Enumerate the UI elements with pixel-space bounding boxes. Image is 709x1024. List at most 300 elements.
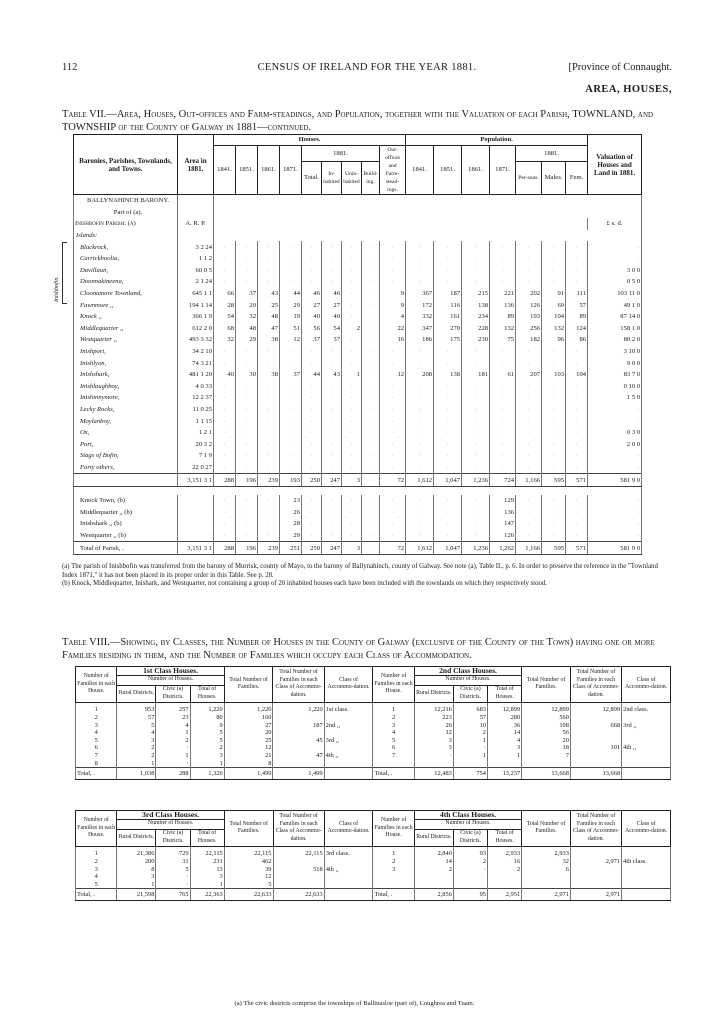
cell-h71: · <box>280 357 302 369</box>
cell-inh: · <box>322 276 342 288</box>
cell-p71: 136 <box>490 299 516 311</box>
cell-cl <box>622 881 671 889</box>
cell-p61: 215 <box>462 288 490 300</box>
cell-val: 80 2 0 <box>588 334 642 346</box>
cell-n: 3 <box>76 866 117 874</box>
cell-f: · <box>566 495 588 507</box>
cell-fc: 1,220 <box>273 702 324 714</box>
col-num-houses: Number of Houses. <box>117 675 224 685</box>
cell-fc <box>570 881 621 889</box>
cell-h41: · <box>214 392 236 404</box>
cell-h41: 288 <box>214 474 236 487</box>
cell-unin: · <box>342 438 362 450</box>
cell-tot: · <box>302 346 322 358</box>
cell-out: · <box>380 462 406 474</box>
col-families-class: Total Number of Families in each Class of Accommo-dation. <box>273 811 324 847</box>
cell-bld: · <box>362 506 380 518</box>
cell-p61: 1,236 <box>462 542 490 555</box>
cell-c <box>453 873 487 881</box>
cell-inh: · <box>322 253 342 265</box>
cell-r: 57 <box>117 714 156 722</box>
cell-n: 6 <box>373 744 414 752</box>
cell-bld: · <box>362 369 380 381</box>
table-row <box>76 866 671 874</box>
cell-p61: · <box>462 404 490 416</box>
cell-cl <box>622 752 671 760</box>
cell-area: 481 1 20 <box>178 369 214 381</box>
cell-out: 72 <box>380 542 406 555</box>
cell-p41: · <box>406 241 434 253</box>
cell-c: 1 <box>156 729 190 737</box>
row-name: Middlequarter ,, <box>74 323 178 335</box>
table-row <box>74 265 642 277</box>
cell-tot: · <box>302 415 322 427</box>
col-civic: Civic (a) Districts. <box>156 829 190 846</box>
cell-m: 595 <box>542 474 566 487</box>
cell-h61: · <box>258 265 280 277</box>
cell-cl <box>324 744 373 752</box>
col-males: Males. <box>542 162 566 195</box>
cell-h71: · <box>280 346 302 358</box>
cell-per: · <box>516 450 542 462</box>
cell-tf <box>522 760 571 768</box>
block-title: 2nd Class Houses. <box>414 667 521 676</box>
cell-p51: 1,047 <box>434 474 462 487</box>
cell-p61: 181 <box>462 369 490 381</box>
cell-h51: · <box>236 495 258 507</box>
cell-c: 10 <box>453 722 487 730</box>
cell-cl <box>324 760 373 768</box>
cell-p71: · <box>490 415 516 427</box>
cell-c <box>453 881 487 889</box>
row-name: Davillaun, <box>74 265 178 277</box>
cell-p71: · <box>490 404 516 416</box>
cell-r: 2 <box>414 866 453 874</box>
table-row <box>74 357 642 369</box>
cell-h61: 43 <box>258 288 280 300</box>
cell-t: 9 <box>190 722 224 730</box>
col-p1871: 1871. <box>490 146 516 195</box>
cell-f: 124 <box>566 323 588 335</box>
row-name <box>74 474 178 487</box>
col-area: Area in 1881. <box>178 135 214 195</box>
cell-tf: 39 <box>224 866 273 874</box>
cell-p71: 126 <box>490 530 516 542</box>
cell-h61: · <box>258 530 280 542</box>
table-row <box>74 311 642 323</box>
cell-tot: · <box>302 392 322 404</box>
total-c: 765 <box>156 889 190 901</box>
cell-tf: 12 <box>224 744 273 752</box>
cell-r <box>414 873 453 881</box>
cell-p61: · <box>462 495 490 507</box>
cell-cl: 3rd class. <box>324 846 373 858</box>
town-row <box>74 495 642 507</box>
cell-p71: 75 <box>490 334 516 346</box>
cell-h71: 12 <box>280 334 302 346</box>
cell-p41: · <box>406 415 434 427</box>
col-num-families: Number of Families in each House. <box>76 667 117 703</box>
cell-inh: · <box>322 518 342 530</box>
cell-f: 57 <box>566 299 588 311</box>
cell-cl <box>622 760 671 768</box>
cell-r: 2,840 <box>414 846 453 858</box>
cell-tot: · <box>302 253 322 265</box>
cell-p71: · <box>490 276 516 288</box>
cell-p41: · <box>406 462 434 474</box>
col-families-class: Total Number of Families in each Class of Accommo-dation. <box>570 667 621 703</box>
cell-fc: 101 <box>570 744 621 752</box>
cell-p61: · <box>462 518 490 530</box>
cell-p51: · <box>434 518 462 530</box>
cell-unin: · <box>342 299 362 311</box>
cell-tf: 12 <box>224 873 273 881</box>
cell-out: 4 <box>380 311 406 323</box>
cell-out: · <box>380 427 406 439</box>
cell-inh: · <box>322 450 342 462</box>
cell-cl: 4th class. <box>622 858 671 866</box>
cell-h41: · <box>214 357 236 369</box>
cell-per: 182 <box>516 334 542 346</box>
col-total-houses: Total of Houses. <box>190 829 224 846</box>
cell-f: · <box>566 518 588 530</box>
row-name: Ox, <box>74 427 178 439</box>
town-row <box>74 506 642 518</box>
row-name: Westquarter ,, (b) <box>74 530 178 542</box>
cell-h71: 37 <box>280 369 302 381</box>
col-total-families: Total Number of Families. <box>224 667 273 703</box>
cell-area: 3,151 3 1 <box>178 542 214 555</box>
table-row <box>76 873 671 881</box>
cell-p51: · <box>434 241 462 253</box>
cell-tf: 20 <box>522 737 571 745</box>
total-fc: 2,971 <box>570 889 621 901</box>
bracket-label: Inishbofin. <box>54 276 60 302</box>
total-tf: 13,668 <box>522 768 571 780</box>
cell-p71: · <box>490 265 516 277</box>
cell-out: · <box>380 357 406 369</box>
cell-f: 571 <box>566 542 588 555</box>
cell-out: 9 <box>380 288 406 300</box>
cell-inh: · <box>322 462 342 474</box>
cell-h61: · <box>258 392 280 404</box>
total-r: 12,483 <box>414 768 453 780</box>
row-name: Carrickhoolia, <box>74 253 178 265</box>
row-name: Knock ,, <box>74 311 178 323</box>
col-outoffices: Out-offices and Farm-stead-ings. <box>380 146 406 195</box>
cell-n: 4 <box>76 729 117 737</box>
cell-p51: · <box>434 530 462 542</box>
cell-area: 1 1 2 <box>178 253 214 265</box>
cell-p61: · <box>462 392 490 404</box>
cell-val: · <box>588 518 642 530</box>
cell-out: · <box>380 450 406 462</box>
total-fc: 13,668 <box>570 768 621 780</box>
cell-p51: · <box>434 276 462 288</box>
cell-unin: · <box>342 392 362 404</box>
cell-f: · <box>566 438 588 450</box>
cell-h41: · <box>214 450 236 462</box>
cell-tf: 5 <box>224 881 273 889</box>
cell-fc <box>570 729 621 737</box>
total-fc: 22,633 <box>273 889 324 901</box>
cell-h51: 196 <box>236 542 258 555</box>
cell-area: 1 2 1 <box>178 427 214 439</box>
cell-p51: 1,047 <box>434 542 462 555</box>
cell-per: · <box>516 415 542 427</box>
cell-p71: 129 <box>490 495 516 507</box>
cell-r: 21,386 <box>117 846 156 858</box>
table-row <box>76 846 671 858</box>
cell-cl: 2nd class. <box>622 702 671 714</box>
cell-area: 3,151 3 1 <box>178 474 214 487</box>
cell-p71: 147 <box>490 518 516 530</box>
cell-h71: 19 <box>280 311 302 323</box>
table-row <box>76 858 671 866</box>
total-cl <box>622 889 671 901</box>
cell-tot: 27 <box>302 299 322 311</box>
cell-h51: 32 <box>236 311 258 323</box>
cell-n: 2 <box>76 858 117 866</box>
cell-cl <box>622 714 671 722</box>
col-names: Baronies, Parishes, Townlands, and Towns. <box>74 135 178 195</box>
cell-r: 953 <box>117 702 156 714</box>
total-n: Total, . <box>373 889 414 901</box>
cell-area: 12 2 37 <box>178 392 214 404</box>
cell-fc <box>273 881 324 889</box>
cell-r: 1 <box>117 760 156 768</box>
cell-val: 49 1 0 <box>588 299 642 311</box>
cell-h71: · <box>280 381 302 393</box>
row-name: Westquarter ,, <box>74 334 178 346</box>
total-row <box>76 889 671 901</box>
cell-fc <box>570 846 621 858</box>
cell-per: 1,166 <box>516 474 542 487</box>
cell-area: 74 3 21 <box>178 357 214 369</box>
cell-h71: 28 <box>280 518 302 530</box>
cell-p71: · <box>490 427 516 439</box>
cell-unin: · <box>342 241 362 253</box>
cell-out: · <box>380 506 406 518</box>
col-num-families: Number of Families in each House. <box>373 667 414 703</box>
cell-tot: 56 <box>302 323 322 335</box>
cell-bld: · <box>362 518 380 530</box>
cell-tf: 108 <box>522 722 571 730</box>
cell-n: 3 <box>373 722 414 730</box>
cell-r: 1 <box>117 881 156 889</box>
cell-p61: · <box>462 530 490 542</box>
col-families-class: Total Number of Families in each Class of Accommo-dation. <box>570 811 621 847</box>
cell-val: · <box>588 450 642 462</box>
cell-p41: · <box>406 253 434 265</box>
cell-out: · <box>380 346 406 358</box>
col-rural: Rural Districts. <box>414 829 453 846</box>
cell-inh: · <box>322 530 342 542</box>
cell-p71: · <box>490 346 516 358</box>
col-persons: Per-sons. <box>516 162 542 195</box>
table8-caption: Table VIII.—Showing, by Classes, the Number of Houses in the County of Galway (exclusive of the County of the Town) having one or more Families residing in them, and the Number of Families which occupy each Class of Accommodation. <box>62 637 655 661</box>
cell-r: 26 <box>414 722 453 730</box>
cell-val: 0 3 0 <box>588 427 642 439</box>
total-cl <box>622 768 671 780</box>
table8-footnote: (a) The civic districts comprise the townships of Ballinasloe (part of), Loughrea and Tuam. <box>234 1000 475 1007</box>
cell-h41: · <box>214 253 236 265</box>
cell-area: · <box>178 530 214 542</box>
cell-f: · <box>566 450 588 462</box>
total-cl <box>324 768 373 780</box>
cell-val: 0 10 0 <box>588 381 642 393</box>
col-class: Class of Accommo-dation. <box>622 667 671 703</box>
col-rural: Rural Districts. <box>117 829 156 846</box>
cell-c: 2 <box>453 729 487 737</box>
cell-val: 1 5 0 <box>588 392 642 404</box>
cell-unin: · <box>342 265 362 277</box>
cell-h71: 44 <box>280 288 302 300</box>
cell-h41: 68 <box>214 323 236 335</box>
cell-m: · <box>542 392 566 404</box>
row-name: Blackrock, <box>74 241 178 253</box>
cell-h61: · <box>258 346 280 358</box>
cell-m: · <box>542 276 566 288</box>
cell-cl: 3rd ,, <box>324 737 373 745</box>
cell-h51: 29 <box>236 334 258 346</box>
table-row <box>74 462 642 474</box>
cell-inh: 37 <box>322 334 342 346</box>
cell-inh: · <box>322 506 342 518</box>
cell-p51: · <box>434 427 462 439</box>
cell-unin: · <box>342 450 362 462</box>
cell-area: 4 0 33 <box>178 381 214 393</box>
subtotal-row <box>74 474 642 487</box>
barony-title: BALLYNAHINCH BARONY. <box>74 195 178 207</box>
cell-inh: 54 <box>322 323 342 335</box>
cell-area: 20 3 2 <box>178 438 214 450</box>
cell-t <box>488 760 522 768</box>
cell-p61: 234 <box>462 311 490 323</box>
row-name: Fawnmore ,, <box>74 299 178 311</box>
cell-r: 12 <box>414 729 453 737</box>
cell-cl <box>324 873 373 881</box>
cell-per: · <box>516 404 542 416</box>
cell-per: · <box>516 530 542 542</box>
cell-tot: 46 <box>302 288 322 300</box>
cell-fc: 518 <box>273 866 324 874</box>
total-row <box>74 542 642 555</box>
cell-p71: 136 <box>490 506 516 518</box>
cell-per: 207 <box>516 369 542 381</box>
cell-tot: · <box>302 518 322 530</box>
cell-t: 13 <box>190 866 224 874</box>
cell-h51: · <box>236 346 258 358</box>
cell-cl <box>622 729 671 737</box>
cell-p51: · <box>434 346 462 358</box>
cell-out: · <box>380 276 406 288</box>
cell-m: · <box>542 530 566 542</box>
cell-h61: · <box>258 450 280 462</box>
cell-t: 22,115 <box>190 846 224 858</box>
cell-per: · <box>516 506 542 518</box>
cell-t: 231 <box>190 858 224 866</box>
cell-per: · <box>516 276 542 288</box>
cell-out: · <box>380 415 406 427</box>
cell-unin: · <box>342 311 362 323</box>
page-title: CENSUS OF IRELAND FOR THE YEAR 1881. <box>257 62 477 73</box>
cell-h71: · <box>280 276 302 288</box>
cell-p41: · <box>406 404 434 416</box>
row-name: Inishinnymore, <box>74 392 178 404</box>
cell-val: 103 11 0 <box>588 288 642 300</box>
cell-tf: 25 <box>224 737 273 745</box>
col-num-houses: Number of Houses. <box>117 819 224 829</box>
cell-bld: · <box>362 253 380 265</box>
cell-val: · <box>588 404 642 416</box>
col-total-houses: Total of Houses. <box>190 685 224 702</box>
cell-p71: · <box>490 462 516 474</box>
cell-bld: · <box>362 542 380 555</box>
cell-per: · <box>516 346 542 358</box>
cell-r <box>414 760 453 768</box>
town-row <box>74 530 642 542</box>
page-number: 112 <box>62 62 78 73</box>
cell-h41: · <box>214 265 236 277</box>
cell-inh: 247 <box>322 542 342 555</box>
cell-f: · <box>566 381 588 393</box>
cell-bld: · <box>362 323 380 335</box>
cell-p71: 221 <box>490 288 516 300</box>
cell-h51: 48 <box>236 323 258 335</box>
cell-p41: · <box>406 427 434 439</box>
cell-r: 200 <box>117 858 156 866</box>
cell-n: 4 <box>76 873 117 881</box>
table-row <box>74 334 642 346</box>
cell-r: 14 <box>414 858 453 866</box>
cell-h61: · <box>258 381 280 393</box>
cell-per: · <box>516 518 542 530</box>
val-units: £ s. d. <box>588 218 642 230</box>
cell-out: 9 <box>380 299 406 311</box>
cell-tot: · <box>302 450 322 462</box>
col-num-houses: Number of Houses. <box>414 675 521 685</box>
cell-out: · <box>380 404 406 416</box>
cell-f: · <box>566 462 588 474</box>
cell-h71: · <box>280 265 302 277</box>
cell-bld: · <box>362 415 380 427</box>
cell-h41: · <box>214 276 236 288</box>
cell-f: 89 <box>566 311 588 323</box>
cell-p71: 1,262 <box>490 542 516 555</box>
cell-m: · <box>542 518 566 530</box>
cell-area: 2 1 24 <box>178 276 214 288</box>
cell-unin: · <box>342 357 362 369</box>
cell-bld: · <box>362 404 380 416</box>
cell-h41: · <box>214 530 236 542</box>
cell-out: · <box>380 530 406 542</box>
cell-inh: 247 <box>322 474 342 487</box>
bracket <box>62 242 67 304</box>
cell-p51: · <box>434 495 462 507</box>
cell-fc: 45 <box>273 737 324 745</box>
cell-h71: 251 <box>280 542 302 555</box>
cell-p51: · <box>434 506 462 518</box>
cell-c: 257 <box>156 702 190 714</box>
table-row <box>76 737 671 745</box>
cell-h41: · <box>214 346 236 358</box>
table7-note-b: (b) Knock, Middlequarter, Inishark, and Westquarter, not containing a group of 20 inhabited houses each have been included with the townlands on which they respectively stood. <box>62 580 548 587</box>
cell-h51: · <box>236 518 258 530</box>
cell-bld: · <box>362 241 380 253</box>
barony-part: Part of (a). <box>74 207 178 219</box>
cell-bld: · <box>362 392 380 404</box>
